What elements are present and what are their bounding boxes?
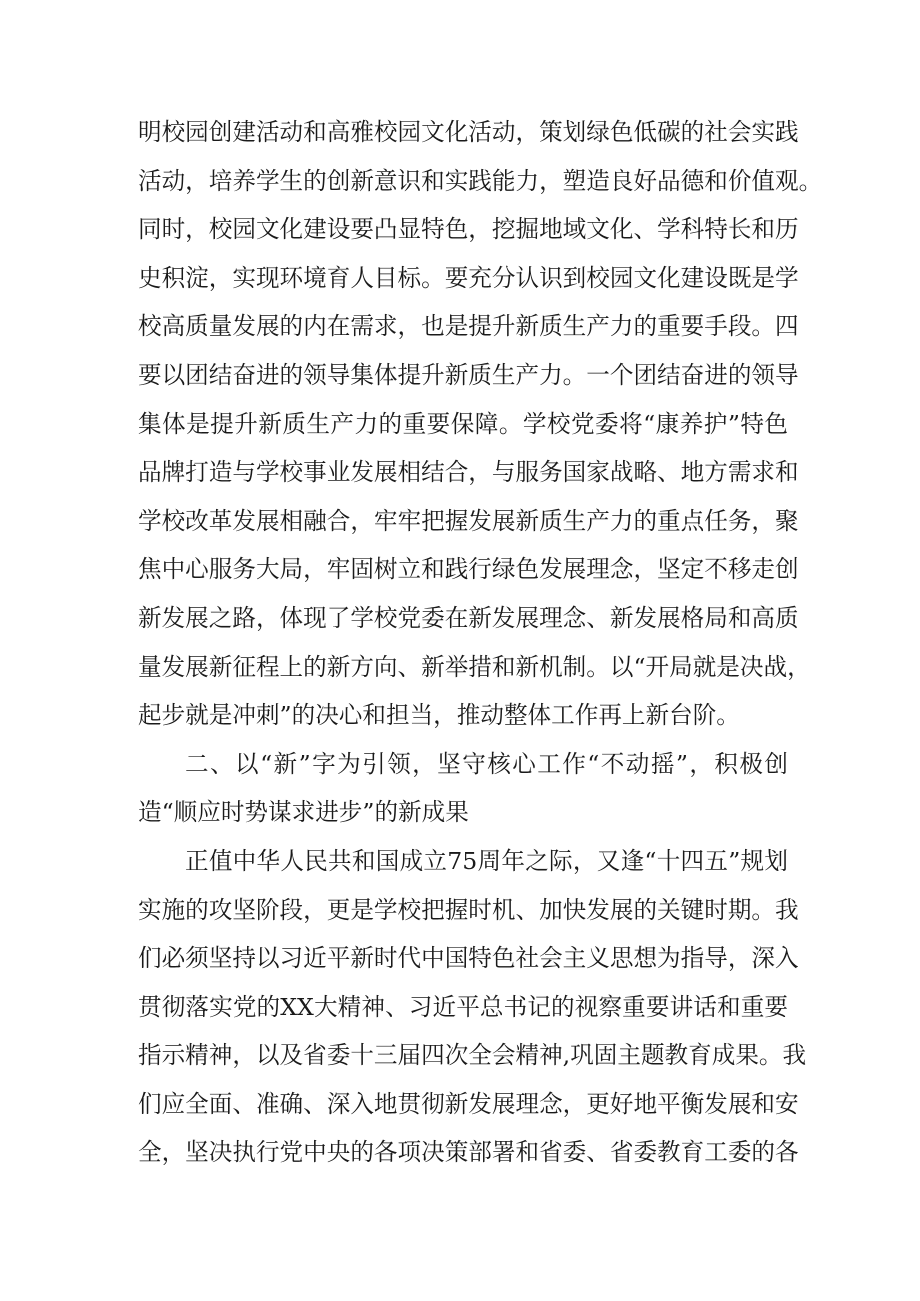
paragraph-line: 要以团结奋进的领导集体提升新质生产力。一个团结奋进的领导 <box>138 360 799 389</box>
paragraph-line: 量发展新征程上的新方向、新举措和新机制。以“开局就是决战， <box>138 652 811 681</box>
paragraph-line: 们应全面、准确、深入地贯彻新发展理念，更好地平衡发展和安 <box>138 1089 799 1118</box>
section-heading-line: 造“顺应时势谋求进步”的新成果 <box>138 798 469 827</box>
paragraph-line: 同时，校园文化建设要凸显特色，挖掘地域文化、学科特长和历 <box>138 215 799 244</box>
paragraph-line: 新发展之路，体现了学校党委在新发展理念、新发展格局和高质 <box>138 603 799 632</box>
paragraph-line: 实施的攻坚阶段，更是学校把握时机、加快发展的关键时期。我 <box>138 895 799 924</box>
paragraph-line: 指示精神，以及省委十三届四次全会精神,巩固主题教育成果。我 <box>138 1041 807 1070</box>
paragraph-line: 史积淀，实现环境育人目标。要充分认识到校园文化建设既是学 <box>138 263 799 292</box>
paragraph-line: 起步就是冲刺”的决心和担当，推动整体工作再上新台阶。 <box>138 701 740 730</box>
paragraph-line: 活动，培养学生的创新意识和实践能力，塑造良好品德和价值观。 <box>138 166 823 195</box>
paragraph-line: 焦中心服务大局，牢固树立和践行绿色发展理念，坚定不移走创 <box>138 555 799 584</box>
paragraph-line: 贯彻落实党的XX大精神、习近平总书记的视察重要讲话和重要 <box>138 992 788 1021</box>
paragraph-line: 学校改革发展相融合，牢牢把握发展新质生产力的重点任务，聚 <box>138 506 799 535</box>
paragraph-line: 品牌打造与学校事业发展相结合，与服务国家战略、地方需求和 <box>138 458 799 487</box>
section-heading-line: 二、以“新”字为引领，坚守核心工作“不动摇”，积极创 <box>185 749 788 778</box>
paragraph-line: 集体是提升新质生产力的重要保障。学校党委将“康养护”特色 <box>138 409 788 438</box>
paragraph-line: 全，坚决执行党中央的各项决策部署和省委、省委教育工委的各 <box>138 1138 799 1167</box>
paragraph-line: 明校园创建活动和高雅校园文化活动，策划绿色低碳的社会实践 <box>138 118 799 146</box>
document-body <box>138 108 823 1177</box>
paragraph-line: 们必须坚持以习近平新时代中国特色社会主义思想为指导，深入 <box>138 944 799 973</box>
paragraph-line: 校高质量发展的内在需求，也是提升新质生产力的重要手段。四 <box>138 312 799 341</box>
paragraph-line: 正值中华人民共和国成立75周年之际，又逢“十四五”规划 <box>185 846 788 875</box>
